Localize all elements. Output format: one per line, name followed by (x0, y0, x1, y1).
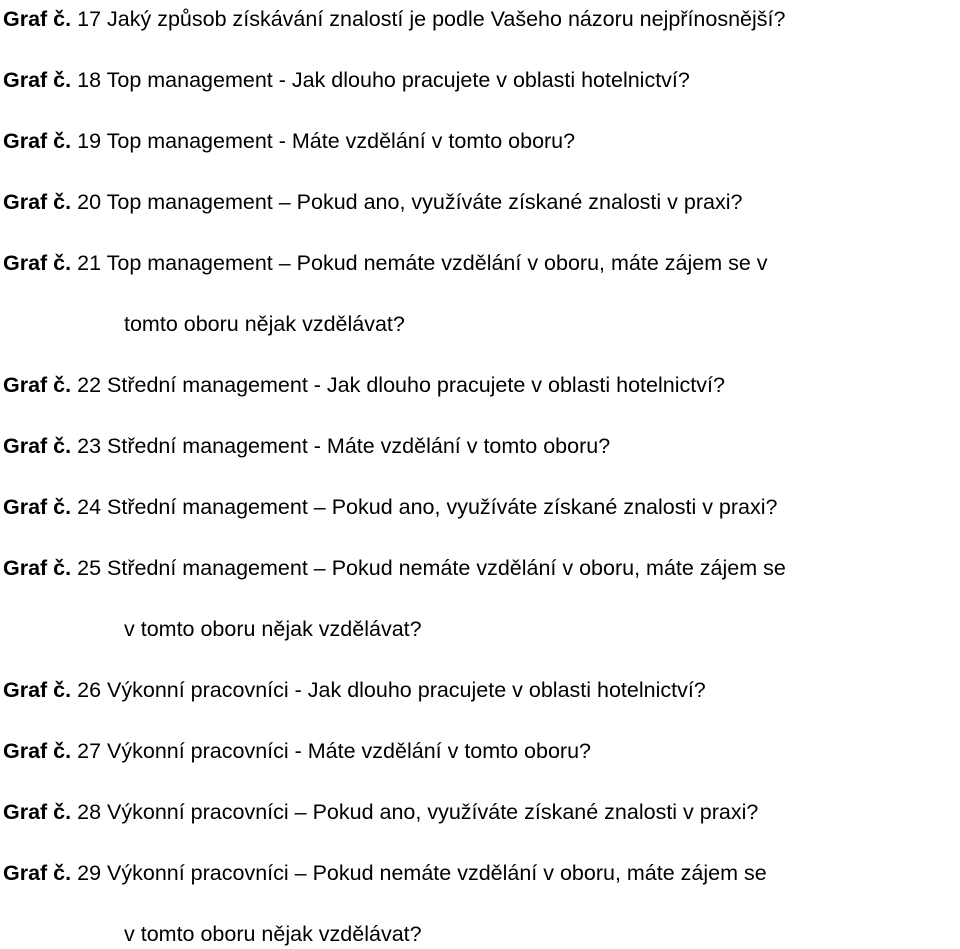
figure-caption: Top management - Jak dlouho pracujete v oblasti hotelnictví? (106, 68, 690, 92)
figure-entry (0, 797, 960, 827)
figure-caption-continuation: v tomto oboru nějak vzdělávat? (124, 617, 422, 641)
figure-caption: Výkonní pracovníci – Pokud ano, využíváte získané znalosti v praxi? (107, 800, 759, 824)
figure-caption: Střední management - Jak dlouho pracujete v oblasti hotelnictví? (107, 373, 725, 397)
figure-label: Graf č. (3, 434, 72, 458)
figure-caption-continuation: tomto oboru nějak vzdělávat? (124, 312, 405, 336)
figure-entry-line (0, 675, 960, 705)
figure-number: 22 (77, 373, 102, 397)
figure-entry-line (0, 187, 960, 217)
figure-entry (0, 431, 960, 461)
figure-label: Graf č. (3, 800, 72, 824)
figure-label: Graf č. (3, 68, 72, 92)
figure-caption: Top management – Pokud nemáte vzdělání v oboru, máte zájem se v (106, 251, 768, 275)
figure-caption: Výkonní pracovníci - Jak dlouho pracujete v oblasti hotelnictví? (107, 678, 706, 702)
figure-entry-line (0, 736, 960, 766)
figure-caption: Jaký způsob získávání znalostí je podle Vašeho názoru nejpřínosnější? (107, 7, 786, 31)
figure-label: Graf č. (3, 861, 72, 885)
figure-entry (0, 370, 960, 400)
figure-entry-line (0, 553, 960, 583)
figure-entry-line (0, 858, 960, 888)
figure-caption: Střední management – Pokud ano, využíváte získané znalosti v praxi? (107, 495, 778, 519)
figure-label: Graf č. (3, 373, 72, 397)
figure-number: 21 (77, 251, 102, 275)
figure-entry (0, 126, 960, 156)
figure-entry-line (0, 492, 960, 522)
figure-number: 29 (77, 861, 102, 885)
figure-number: 19 (77, 129, 102, 153)
figure-entry (0, 675, 960, 705)
figure-caption: Výkonní pracovníci - Máte vzdělání v tomto oboru? (107, 739, 592, 763)
figure-caption: Střední management - Máte vzdělání v tomto oboru? (107, 434, 611, 458)
figure-entry-line (0, 370, 960, 400)
figure-label: Graf č. (3, 495, 72, 519)
figure-number: 26 (77, 678, 102, 702)
figure-caption: Top management – Pokud ano, využíváte získané znalosti v praxi? (106, 190, 743, 214)
figure-label: Graf č. (3, 190, 72, 214)
figure-number: 28 (77, 800, 102, 824)
figure-label: Graf č. (3, 678, 72, 702)
figure-caption: Výkonní pracovníci – Pokud nemáte vzdělání v oboru, máte zájem se (107, 861, 767, 885)
figure-entry (0, 248, 960, 339)
figure-number: 18 (77, 68, 102, 92)
figure-entry-line (0, 4, 960, 34)
figure-entry (0, 736, 960, 766)
figure-caption-continuation: v tomto oboru nějak vzdělávat? (124, 922, 422, 946)
figure-number: 27 (77, 739, 102, 763)
figure-entry-line (0, 797, 960, 827)
figure-entry (0, 858, 960, 949)
figure-entry-line (0, 248, 960, 278)
figure-label: Graf č. (3, 7, 72, 31)
figure-number: 24 (77, 495, 102, 519)
figure-entry-line (0, 65, 960, 95)
figure-caption: Top management - Máte vzdělání v tomto oboru? (106, 129, 576, 153)
figure-number: 17 (77, 7, 102, 31)
figure-entry (0, 553, 960, 644)
figure-label: Graf č. (3, 129, 72, 153)
figure-number: 25 (77, 556, 102, 580)
figure-entry (0, 65, 960, 95)
figure-entry (0, 492, 960, 522)
figure-number: 23 (77, 434, 102, 458)
figure-caption: Střední management – Pokud nemáte vzdělání v oboru, máte zájem se (107, 556, 786, 580)
figure-label: Graf č. (3, 556, 72, 580)
figure-entry-line (0, 431, 960, 461)
figure-entry-line (0, 126, 960, 156)
figure-entry (0, 187, 960, 217)
figure-entry (0, 4, 960, 34)
figure-number: 20 (77, 190, 102, 214)
figure-label: Graf č. (3, 251, 72, 275)
figure-label: Graf č. (3, 739, 72, 763)
list-of-figures (0, 4, 960, 949)
